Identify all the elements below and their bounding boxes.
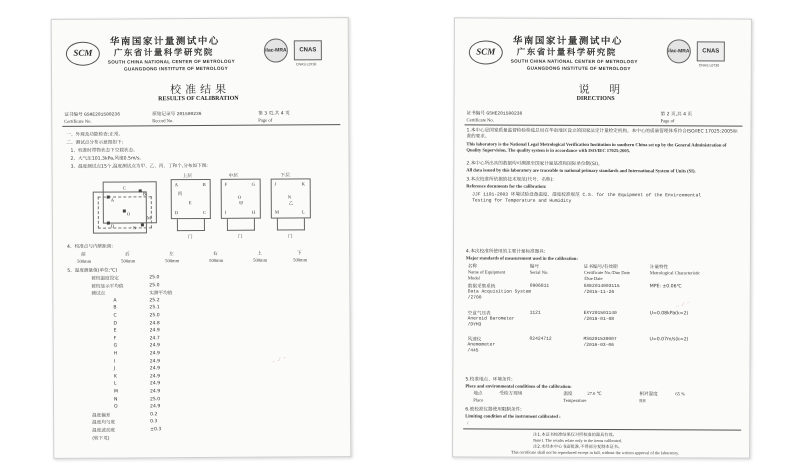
temp-label-en: Temperature: [563, 397, 587, 403]
cube-label-n: N: [132, 225, 137, 231]
limit-value: /: [467, 420, 469, 426]
directions-page: [452, 17, 752, 458]
lower-k: K: [301, 181, 306, 187]
temp-row-label: L: [113, 381, 117, 387]
std-head-en: Serial No.: [529, 269, 549, 275]
std-head-en: Name of Equipment: [467, 269, 506, 275]
temp-row-value: 25.0: [149, 282, 160, 288]
center-name-cn: 华南国家计量测试中心: [512, 35, 623, 48]
temp-row-value: 25.1: [149, 305, 160, 311]
std-name-en: Anemometer: [467, 342, 496, 348]
page-number-en: Page of: [258, 117, 273, 123]
upper-bing: 丙: [177, 192, 183, 198]
temp-row-label: I: [113, 359, 116, 365]
temperature-table: [52, 18, 348, 20]
item-1: 一、外观及功能检查:正常。: [66, 132, 124, 138]
item-2-1: 1、校准时带物状态下空载状态。: [70, 148, 138, 154]
temp-row-value: 24.9: [149, 389, 161, 395]
item-4-cn: 4.本次校准所使用的主要计量标准器具:: [465, 249, 546, 255]
header-rule: [62, 124, 340, 127]
dims-value-3: 500mm: [209, 257, 224, 263]
item-2-3: 3、温度测试点15个,温度测试点为甲、乙、丙、丁和个,分布如下图:: [70, 163, 208, 170]
temp-label: 温度: [563, 391, 573, 397]
dims-head-4: 上: [257, 251, 262, 257]
table-title: 5、温度测量值(单位:℃): [67, 268, 118, 274]
dims-value-1: 500mm: [121, 258, 136, 264]
temp-row-label: E: [113, 328, 117, 334]
temp-row-value: 24.9: [149, 358, 161, 364]
temp-row-label: A: [113, 298, 117, 304]
lower-j: J: [274, 181, 277, 187]
cube-label-b: B: [142, 191, 146, 197]
std-name-en: Data Acquisition System: [467, 289, 532, 295]
note-2-en: This certificate shall not be reproduced except in full, without the written approval of the laboratory.: [511, 449, 680, 456]
std-cert: EXY201501140: [583, 310, 617, 317]
std-serial: 1121: [529, 310, 541, 316]
upper-c: C: [202, 209, 206, 215]
std-cert: MSG201530007: [583, 336, 617, 343]
temp-row-label: 温度波动度: [92, 428, 116, 434]
temp-row-value: 25.2: [149, 298, 160, 304]
temp-row-value: 25.0: [149, 275, 160, 281]
faint-stamp-mark: ~ ✓ ~: [675, 300, 691, 311]
temp-row-value: 24.8: [149, 320, 160, 326]
temp-row-label: F: [113, 336, 117, 342]
std-due: /2015-11-26: [583, 289, 615, 296]
std-head-cn: 证书编号/有效期: [583, 264, 618, 271]
ilac-mra-logo: ilac-MRA: [667, 39, 691, 63]
temp-row-value: 24.9: [149, 381, 161, 387]
temp-row-label: O: [114, 404, 118, 410]
temp-row-label: B: [113, 305, 117, 311]
temp-row-label: K: [113, 374, 117, 380]
place-value: 受检方现场: [499, 391, 523, 397]
dims-heads-row: [52, 18, 348, 20]
temp-row-value: 实测平均值: [149, 291, 173, 297]
footer-rule: [463, 428, 741, 430]
item-2: 二、测试点分布示意图如下:: [66, 140, 124, 146]
point-marker-b: [139, 189, 142, 192]
place-label-en: Place: [473, 397, 484, 403]
temp-row-value: 24.9: [149, 343, 160, 349]
page-title-cn: 校准结果: [170, 82, 231, 97]
cert-label: 证书编号 GSHE201500236: [64, 112, 120, 118]
lower-m: M: [274, 209, 279, 215]
temp-row-value: 24.9: [149, 351, 160, 357]
lower-door-label: 门: [287, 234, 293, 240]
cnas-code: CNAS L0730: [295, 62, 317, 67]
item-1-cn: 1.本中心是国家质量监督检验检疫总局在华南地区设立的国家法定计量检定机构。本中心的质量管理体系符合ISO/IEC 17025:2005标准的要求。: [466, 128, 738, 140]
cert-label-en: Certificate No.: [466, 117, 494, 123]
temp-row-label: J: [113, 366, 116, 372]
middle-door: [227, 219, 255, 231]
note-1-cn: 注1.本证书校准结果仅对所校准的器具有效。: [533, 431, 617, 438]
item-3-en: Reference documents for the calibration:: [466, 183, 547, 189]
temp-row-value: 24.9: [150, 404, 161, 410]
middle-door-label: 门: [237, 234, 243, 240]
cube-label-d: D: [110, 223, 115, 229]
item-6-cn: 6.被校准仪器使用限制条件:: [465, 407, 522, 413]
cube-label-m: M: [146, 215, 151, 221]
dims-values-row: [52, 18, 348, 20]
cube-label-o: O: [126, 211, 131, 217]
temp-row-label: (转下页): [92, 436, 110, 442]
point-marker-o: [123, 209, 126, 212]
page-number-cn: 第 3 页,共 4 页: [258, 111, 290, 117]
page-title-en: RESULTS OF CALIBRATION: [158, 95, 239, 103]
item-6-en: Limiting condition of the instrument calibrated :: [465, 413, 561, 419]
institute-name-en: GUANGDONG INSTITUTE OF METROLOGY: [526, 65, 631, 72]
institute-name-en: GUANGDONG INSTITUTE OF METROLOGY: [123, 65, 229, 72]
upper-d: D: [174, 210, 179, 216]
item-5-cn: 5.校准地点、环境条件:: [465, 377, 513, 383]
spec-line-2: Testing for Temperature and Humidity: [472, 198, 572, 204]
upper-b: B: [202, 181, 206, 187]
upper-door-label: 门: [187, 235, 193, 241]
item-3-cn: 3.本次校准所依据的技术规范(代号、名称):: [466, 177, 554, 183]
std-head-en: Certificate No./Due Date: [583, 269, 630, 276]
dims-value-2: 500mm: [165, 258, 180, 264]
std-due: /2016-03-06: [583, 342, 614, 349]
std-name-cn: 数据采集系统: [467, 284, 496, 290]
middle-o: O: [237, 194, 242, 200]
spec-line-1: JJF 1101-2003 环境试验设备温度、湿度校准规范 C.S. for the Equipment of the Environmental: [472, 192, 701, 199]
faint-stamp-mark: ~ ✓ ~: [271, 355, 288, 366]
dims-title: 4、校准点与内壁距离:: [67, 244, 113, 250]
temp-row-label: H: [113, 351, 118, 357]
dims-head-5: 下: [297, 251, 302, 257]
lower-n: N: [287, 194, 292, 200]
institute-name-cn: 广东省计量科学研究院: [516, 47, 617, 59]
temp-row-value: ±0.3: [150, 427, 162, 433]
std-serial: 02424712: [529, 336, 552, 342]
temp-row-label: 温度均匀度: [92, 420, 116, 427]
dims-value-5: 500mm: [293, 257, 308, 263]
temp-row-label: D: [113, 321, 118, 327]
record-label: 原始记录号 201500236: [152, 111, 202, 118]
std-head-en: Metrological Characteristic: [649, 270, 701, 276]
center-name-en: SOUTH CHINA NATIONAL CENTER OF METROLOGY: [107, 58, 235, 65]
item-2-en: All data issued by this laboratory are traceable to national primary standards and International System of Units (SI).: [466, 167, 696, 174]
temp-row-value: 24.9: [149, 366, 161, 372]
item-2-cn: 2.本中心所出具的数据均可溯源至国家计量基准和国际单位制(SI)。: [466, 161, 603, 168]
cert-label: 证书编号 GSHE201500236: [466, 111, 523, 117]
label-lower: 下层: [280, 173, 290, 179]
temp-value: 27.6 ℃: [587, 390, 602, 397]
center-name-cn: 华南国家计量测试中心: [109, 35, 220, 48]
middle-h: H: [251, 209, 256, 215]
page-number-cn: 第 2 页,共 4 页: [660, 112, 693, 118]
dims-value-0: 500mm: [77, 258, 92, 264]
temp-row-value: 24.9: [149, 374, 161, 380]
page-title-en: DIRECTIONS: [576, 95, 615, 103]
institute-name-cn: 广东省计量科学研究院: [113, 47, 214, 59]
std-spec: U=0.07m/s(k=2): [649, 337, 689, 343]
calibration-results-page: [51, 17, 352, 459]
std-name-en: Aneroid Barometer: [467, 316, 515, 322]
std-name-cn: 空盒气压表: [467, 311, 491, 317]
temp-row-label: 被校显示平均值: [91, 284, 124, 290]
record-label-en: Record No.: [152, 118, 174, 124]
middle-f: F: [224, 181, 228, 187]
cube-label-a: A: [110, 197, 115, 203]
cnas-logo: CNAS: [697, 41, 725, 61]
label-upper: 上层: [182, 174, 192, 180]
scm-logo: SCM: [469, 40, 503, 64]
item-2-2: 2、大气压101.3kPa,风速0.5m/s。: [70, 156, 144, 162]
point-marker-d: [107, 222, 110, 225]
temp-row-label: G: [113, 343, 118, 349]
note-1-en: Note1. The results relate only to the items calibrated.: [533, 437, 622, 444]
item-5-en: Place and environmental conditions of the calibration:: [465, 383, 572, 389]
cnas-logo: CNAS: [294, 40, 322, 60]
upper-a: A: [174, 182, 179, 188]
item-4-en: Major standards of measurement used in the calibration:: [465, 255, 578, 261]
place-label: 地点: [473, 391, 483, 397]
humidity-label: 相对湿度: [639, 392, 658, 398]
upper-door: [177, 219, 205, 231]
std-head-en2: /Due Date: [583, 275, 603, 282]
temp-row-value: 24.7: [149, 336, 160, 342]
std-head-cn: 编号: [529, 264, 540, 270]
temp-row-value: 24.9: [149, 328, 160, 334]
point-marker-a: [107, 196, 110, 199]
lower-yi: 乙: [288, 201, 294, 207]
temp-row-label: 温度偏差: [92, 413, 111, 419]
dims-head-1: 后: [125, 252, 130, 258]
std-name-cn: 风速仪: [467, 337, 482, 343]
temp-row-value: 0.2: [150, 412, 158, 418]
humidity-label-en: RH: [639, 398, 646, 404]
lower-l: L: [301, 209, 305, 215]
lower-door: [277, 218, 305, 230]
std-head-cn: 名称: [467, 264, 478, 270]
std-cert: GXE2014003115: [583, 283, 620, 290]
scm-logo: SCM: [66, 42, 100, 66]
dims-head-3: 右: [213, 251, 218, 257]
dims-head-0: 前: [81, 252, 86, 258]
std-model: /2700: [467, 295, 482, 301]
std-model: /DYM3: [467, 322, 482, 328]
temp-row-value: 25.0: [149, 396, 161, 402]
temp-row-label: N: [113, 397, 118, 403]
std-due: /2016-01-08: [583, 316, 614, 323]
humidity-value: 65 %: [675, 391, 685, 397]
std-head-en2: Model: [467, 275, 480, 281]
header-rule: [464, 124, 742, 126]
dims-value-4: 500mm: [253, 257, 268, 263]
temp-row-value: 25.0: [149, 313, 160, 319]
std-serial: 0906811: [529, 283, 550, 289]
center-name-en: SOUTH CHINA NATIONAL CENTER OF METROLOGY: [510, 58, 638, 65]
middle-i: I: [224, 209, 227, 215]
standards-table: [455, 18, 751, 19]
std-spec: MPE: ±0.06℃: [649, 284, 682, 290]
temp-row-label: 测试点: [91, 291, 106, 297]
cert-label-en: Certificate No.: [64, 118, 92, 124]
std-spec: U=0.08kPa(k=2): [649, 311, 689, 317]
ilac-mra-logo: ilac-MRA: [264, 38, 288, 62]
page-number-en: Page of: [660, 118, 675, 124]
std-model: /445: [467, 348, 479, 354]
temp-row-label: M: [113, 389, 118, 395]
temp-row-label: C: [113, 313, 117, 319]
temp-row-value: 0.3: [150, 419, 158, 425]
dims-head-2: 左: [169, 252, 174, 258]
cnas-code: CNAS L0730: [698, 63, 720, 68]
temp-row-label: 被校温度设定: [91, 276, 119, 282]
point-marker-n: [141, 223, 144, 226]
middle-g: G: [251, 181, 256, 187]
note-2-cn: 注2.未经本中心书面批准,不得部分复制本证书。: [533, 443, 623, 450]
label-middle: 中层: [228, 173, 238, 179]
std-head-cn: 计量特性: [649, 265, 669, 271]
item-1-en: This laboratory is the National Legal Metrological Verification Institution in southern China set up by the General Administration of Quality Supervision. The quality system is in accordance with ISO/IEC 17025:2005.: [466, 141, 727, 154]
middle-jia: 甲: [238, 201, 244, 207]
upper-e: E: [188, 200, 192, 206]
cube-label-c: C: [122, 185, 126, 191]
page-title-cn: 说 明: [578, 82, 629, 97]
